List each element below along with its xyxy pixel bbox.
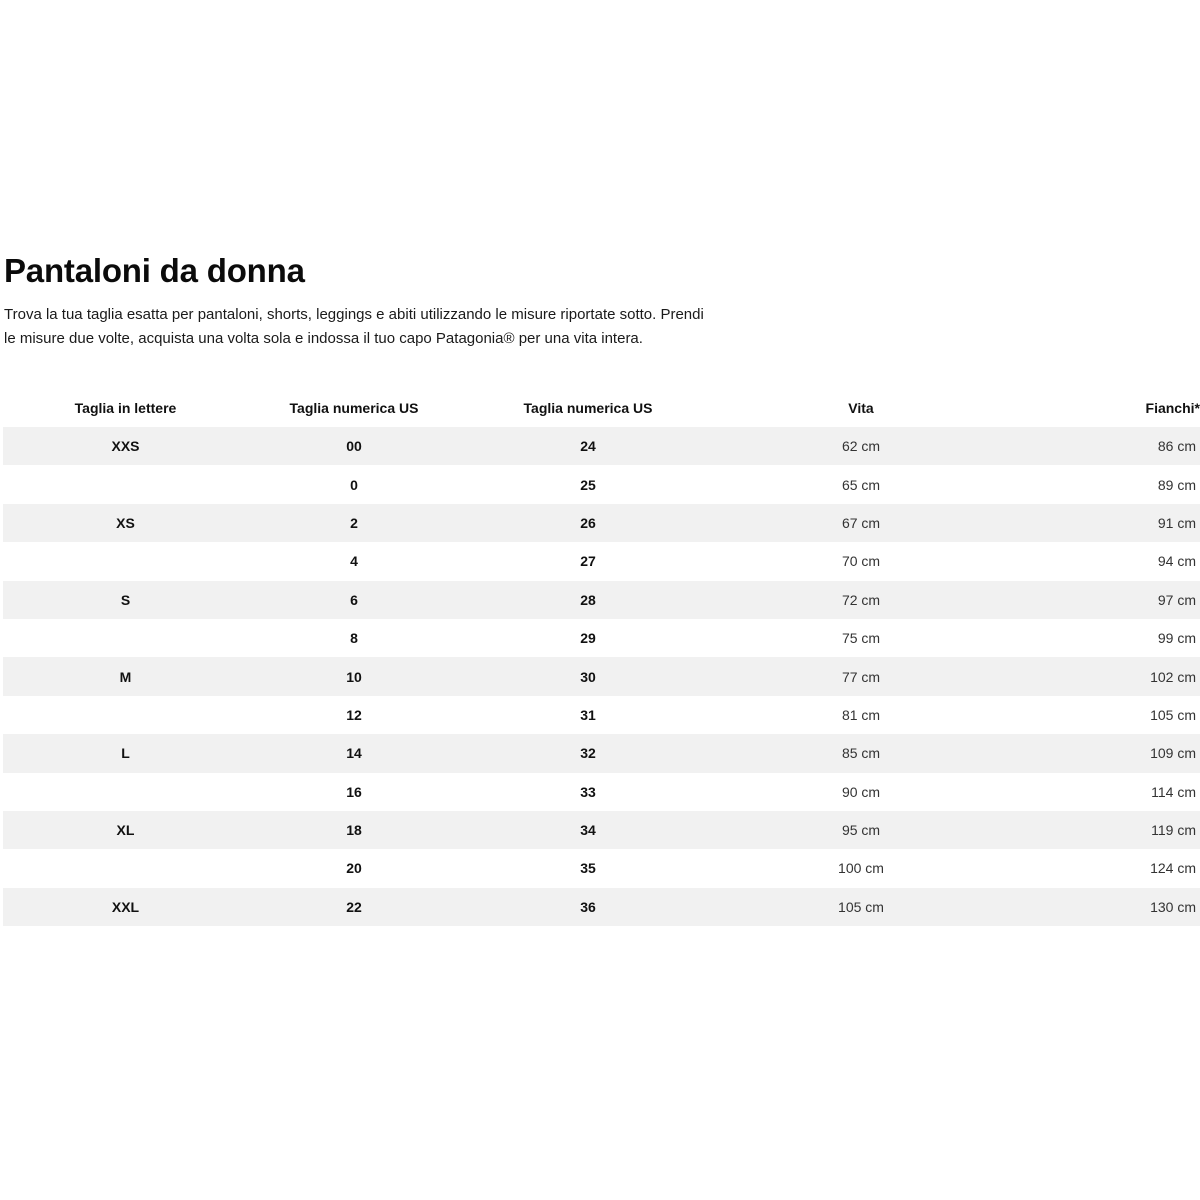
waist-cell: 70 cm [841,553,881,570]
letter-size-cell [3,542,248,580]
us-size-2-cell: 29 [580,630,596,647]
waist-cell: 62 cm [841,438,881,455]
header-letter-size: Taglia in lettere [74,400,177,416]
hips-cell: 119 cm [1151,822,1196,839]
us-size-cell: 8 [350,630,358,647]
us-size-cell: 16 [346,783,362,800]
us-size-2-cell: 33 [580,783,596,800]
us-size-2-cell: 35 [580,860,596,877]
hips-cell: 97 cm [1157,591,1196,608]
us-size-2-cell: 27 [580,553,596,570]
table-row [3,696,1200,734]
table-row [3,849,1200,887]
hips-cell: 102 cm [1150,668,1196,685]
table-row [3,427,1200,465]
waist-cell: 67 cm [841,514,881,531]
us-size-cell: 10 [346,668,362,685]
table-row [3,581,1200,619]
hips-cell: 109 cm [1150,745,1196,762]
us-size-2-cell: 30 [580,668,596,685]
table-row [3,657,1200,695]
table-row [3,811,1200,849]
waist-cell: 105 cm [838,898,884,915]
letter-size-cell: XL [116,822,135,839]
table-row [3,773,1200,811]
hips-cell: 94 cm [1157,553,1196,570]
waist-cell: 77 cm [841,668,881,685]
waist-cell: 90 cm [841,783,881,800]
letter-size-cell [3,696,248,734]
hips-cell: 114 cm [1151,783,1196,800]
table-row [3,734,1200,772]
table-row [3,465,1200,503]
hips-cell: 89 cm [1157,476,1196,493]
page-title: Pantaloni da donna [4,252,305,289]
us-size-cell: 0 [350,476,358,493]
hips-cell: 99 cm [1157,630,1196,647]
hips-cell: 86 cm [1157,438,1196,455]
hips-cell: 124 cm [1150,860,1196,877]
letter-size-cell [3,619,248,657]
us-size-2-cell: 32 [580,745,596,762]
us-size-cell: 12 [346,706,362,723]
header-waist: Vita [848,400,874,416]
us-size-cell: 20 [346,860,362,877]
table-row [3,542,1200,580]
letter-size-cell: S [120,591,131,608]
header-us-numeric-size-2: Taglia numerica US [523,400,653,416]
table-row [3,504,1200,542]
letter-size-cell: M [119,668,132,685]
header-us-numeric-size: Taglia numerica US [289,400,419,416]
us-size-2-cell: 26 [580,514,596,531]
letter-size-cell [3,849,248,887]
waist-cell: 65 cm [841,476,881,493]
waist-cell: 100 cm [838,860,884,877]
letter-size-cell: XXL [111,898,140,915]
letter-size-cell: L [121,745,130,762]
us-size-2-cell: 36 [580,898,596,915]
us-size-cell: 00 [346,438,362,455]
waist-cell: 95 cm [841,822,881,839]
intro-text [4,303,764,351]
us-size-2-cell: 25 [580,476,596,493]
us-size-cell: 14 [346,745,362,762]
letter-size-cell: XXS [111,438,140,455]
waist-cell: 72 cm [841,591,881,608]
us-size-2-cell: 34 [580,822,596,839]
letter-size-cell [3,773,248,811]
table-header-row [3,389,1200,427]
header-hips: Fianchi* [1145,400,1200,416]
us-size-2-cell: 28 [580,591,596,608]
us-size-cell: 22 [346,898,362,915]
us-size-cell: 2 [350,514,358,531]
waist-cell: 75 cm [841,630,881,647]
size-table [3,389,1200,926]
intro-line-1: Trova la tua taglia esatta per pantaloni, shorts, leggings e abiti utilizzando le misure riportate sotto. Prendi [4,306,704,323]
hips-cell: 105 cm [1150,706,1196,723]
table-row [3,619,1200,657]
us-size-2-cell: 31 [580,706,596,723]
table-row [3,888,1200,926]
us-size-cell: 18 [346,822,362,839]
table-body [3,427,1200,926]
us-size-cell: 4 [350,553,358,570]
us-size-2-cell: 24 [580,438,596,455]
hips-cell: 91 cm [1157,514,1196,531]
us-size-cell: 6 [350,591,358,608]
hips-cell: 130 cm [1150,898,1196,915]
waist-cell: 81 cm [841,706,881,723]
letter-size-cell [3,465,248,503]
waist-cell: 85 cm [841,745,881,762]
letter-size-cell: XS [116,514,135,531]
intro-line-2: le misure due volte, acquista una volta sola e indossa il tuo capo Patagonia® per una vita intera. [4,330,643,347]
